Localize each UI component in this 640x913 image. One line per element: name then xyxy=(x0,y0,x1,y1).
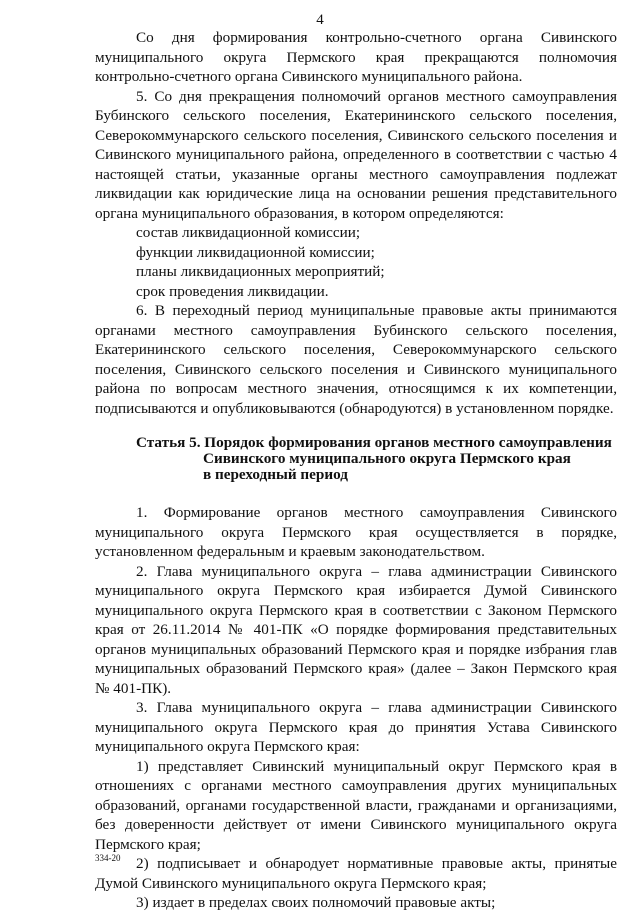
list-item: функции ликвидационной комиссии; xyxy=(136,243,375,261)
paragraph: 1) представляет Сивинский муниципальный округ Пермского края в отношениях с органами местного самоуправления других муниципальных образований, органами государственной власти, гражданами и организациями, без доверенности действует от имени Сивинского муниципального округа Пермского края; xyxy=(95,757,617,853)
paragraph: 6. В переходный период муниципальные правовые акты принимаются органами местного самоуправления Бубинского сельского поселения, Екатерининского сельского поселения, Северокоммунарского сельского поселения, Сивинского сельского поселения и Сивинского муниципального района по вопросам местного значения, относящимся к их компетенции, подписываются и опубликовываются (обнародуются) в установленном порядке. xyxy=(95,302,617,417)
paragraph: Со дня формирования контрольно-счетного органа Сивинского муниципального округа Пермского края прекращаются полномочия контрольно-счетного органа Сивинского муниципального района. xyxy=(95,29,617,85)
paragraph: 3. Глава муниципального округа – глава администрации Сивинского муниципального округа Пермского края до принятия Устава Сивинского муниципального округа Пермского края: xyxy=(95,699,617,755)
list-item: состав ликвидационной комиссии; xyxy=(136,224,361,241)
document-body xyxy=(95,28,617,913)
paragraph: 2) подписывает и обнародует нормативные правовые акты, принятые Думой Сивинского муниципального округа Пермского края; xyxy=(95,855,617,892)
document-code: 334-20 xyxy=(95,853,121,863)
paragraph: 1. Формирование органов местного самоуправления Сивинского муниципального округа Пермского края осуществляется в порядке, установленном федеральным и краевым законодательством. xyxy=(95,504,617,560)
paragraph: 5. Со дня прекращения полномочий органов местного самоуправления Бубинского сельского поселения, Екатерининского сельского поселения, Северокоммунарского сельского поселения, Сивинского сельского поселения и Сивинского муниципального района, определенного в соответствии с частью 4 настоящей статьи, указанные органы местного самоуправления подлежат ликвидации как юридические лица на основании решения представительного органа муниципального образования, в котором определяются: xyxy=(95,87,617,222)
paragraph: 2. Глава муниципального округа – глава администрации Сивинского муниципального округа Пермского края избирается Думой Сивинского муниципального округа Пермского края в соответствии с Законом Пермского края от 26.11.2014 № 401-ПК «О порядке формирования представительных органов муниципальных образований Пермского края и порядке избрания глав муниципальных образований Пермского края» (далее – Закон Пермского края № 401-ПК). xyxy=(95,562,617,697)
article-heading-line: в переходный период xyxy=(203,466,348,483)
article-heading-line: Статья 5. Порядок формирования органов местного самоуправления xyxy=(136,434,612,451)
article-heading-line: Сивинского муниципального округа Пермского края xyxy=(203,450,571,467)
page-number: 4 xyxy=(316,12,324,28)
paragraph: 3) издает в пределах своих полномочий правовые акты; xyxy=(136,894,496,911)
list-item: срок проведения ликвидации. xyxy=(136,282,329,300)
article-heading xyxy=(95,435,617,483)
list-item: планы ликвидационных мероприятий; xyxy=(136,263,385,280)
